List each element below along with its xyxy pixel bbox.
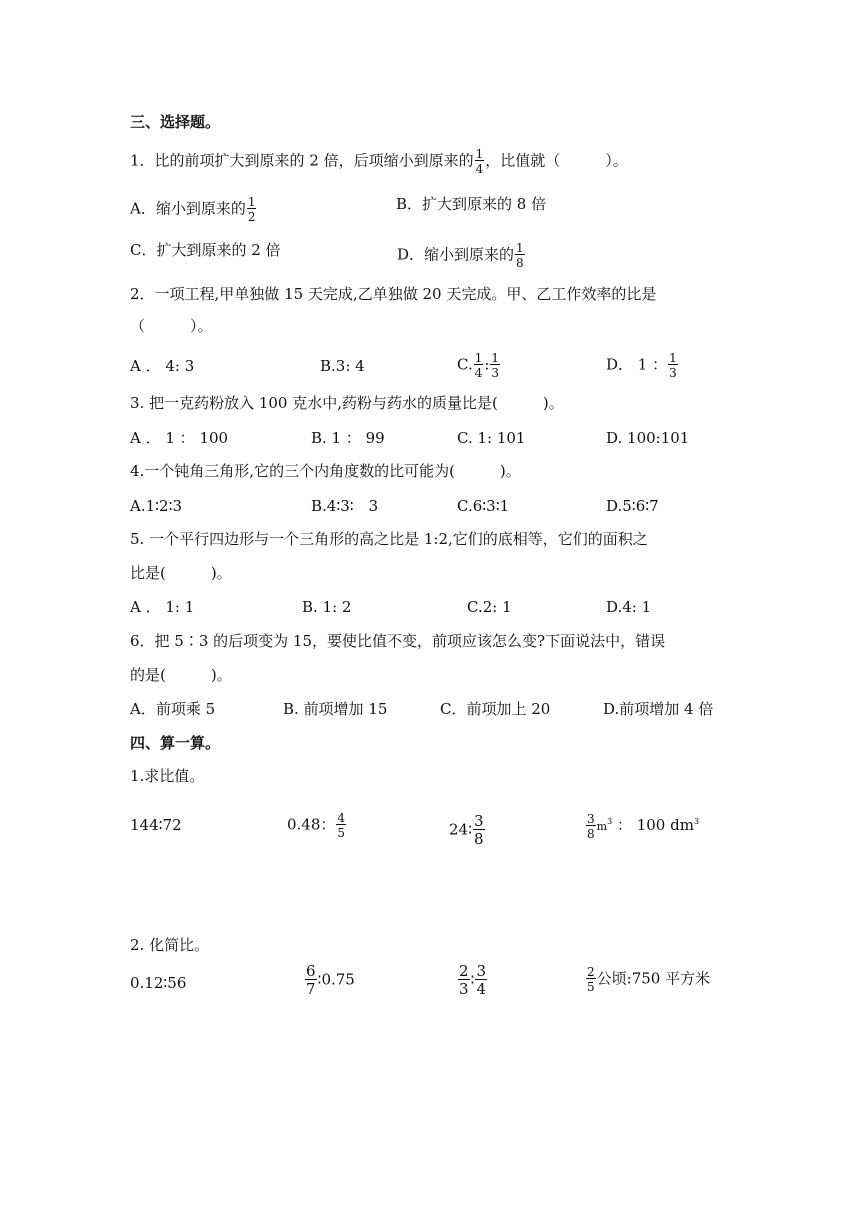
q2-option-a[interactable]: A ． 4: 3 [130,357,195,375]
q5-option-c[interactable]: C.2: 1 [467,598,512,616]
q3-option-c[interactable]: C. 1: 101 [457,429,526,447]
q2-option-b[interactable]: B.3: 4 [320,357,365,375]
q1-option-c[interactable]: C．扩大到原来的 2 倍 [130,241,281,259]
q3-option-a[interactable]: A ． 1 ： 100 [130,429,229,447]
q5-stem-line2: 比是( )。 [130,564,232,582]
q5-option-b[interactable]: B. 1: 2 [302,598,352,616]
q6-option-a[interactable]: A．前项乘 5 [130,700,216,718]
section-4-title: 四、算一算。 [130,734,221,752]
p1-expr-3: 24∶ $\frac{3}{8}$ [449,812,484,848]
q1-stem: 1．比的前项扩大到原来的 2 倍，后项缩小到原来的 $\frac{1}{4}$ ，比值就（ ）。 [130,147,628,176]
q6-stem-line1: 6．把 5∶3 的后项变为 15，要使比值不变，前项应该怎么变?下面说法中，错误 [130,632,666,650]
q6-stem-line2: 的是( )。 [130,666,232,684]
q1-option-b[interactable]: B．扩大到原来的 8 倍 [396,195,547,213]
q4-option-b[interactable]: B.4∶3∶ 3 [311,497,379,515]
q5-stem-line1: 5. 一个平行四边形与一个三角形的高之比是 1:2,它们的底相等，它们的面积之 [130,530,648,548]
q2-stem-line2: （ ）。 [130,317,213,335]
q3-option-b[interactable]: B. 1 ： 99 [311,429,385,447]
q3-stem: 3. 把一克药粉放入 100 克水中,药粉与药水的质量比是( )。 [130,394,564,412]
q6-option-c[interactable]: C．前项加上 20 [440,700,551,718]
q6-option-d[interactable]: D.前项增加 4 倍 [603,700,714,718]
p1-expr-1: 144∶72 [130,816,182,834]
q4-option-c[interactable]: C.6∶3∶1 [457,497,510,515]
q1-stem-fraction: $\frac{1}{4}$ [475,147,484,176]
part1-title: 1.求比值。 [130,767,205,785]
p2-expr-1: 0.12∶56 [130,974,187,992]
p1-expr-2: 0.48： $\frac{4}{5}$ [287,811,346,840]
q1-option-d[interactable]: D．缩小到原来的 $\frac{1}{8}$ [397,241,524,270]
q6-option-b[interactable]: B. 前项增加 15 [283,700,388,718]
part2-title: 2. 化简比。 [130,936,210,954]
q2-option-d[interactable]: D． 1 ： $\frac{1}{3}$ [606,351,677,380]
q2-stem-line1: 2．一项工程,甲单独做 15 天完成,乙单独做 20 天完成。甲、乙工作效率的比是 [130,285,657,303]
p1-expr-4: $\frac{3}{8}$ $m^3$ ： 100 $dm^3$ [587,811,700,841]
q2-option-c[interactable]: C. $\frac{1}{4}$ : $\frac{1}{3}$ [457,351,500,380]
q4-option-a[interactable]: A.1∶2∶3 [130,497,183,515]
q1-option-a[interactable]: A．缩小到原来的 $\frac{1}{2}$ [130,195,256,224]
q4-stem: 4.一个钝角三角形,它的三个内角度数的比可能为( )。 [130,462,521,480]
section-3-title: 三、选择题。 [130,113,221,131]
q3-option-d[interactable]: D. 100:101 [606,429,690,447]
q4-option-d[interactable]: D.5∶6∶7 [606,497,659,515]
q5-option-a[interactable]: A ． 1: 1 [130,598,195,616]
p2-expr-2: $\frac{6}{7}$ ∶0.75 [306,962,355,998]
p2-expr-4: $\frac{2}{5}$ 公顷:750 平方米 [587,965,711,994]
p2-expr-3: $\frac{2}{3}$ ∶ $\frac{3}{4}$ [459,962,486,998]
q5-option-d[interactable]: D.4: 1 [606,598,652,616]
